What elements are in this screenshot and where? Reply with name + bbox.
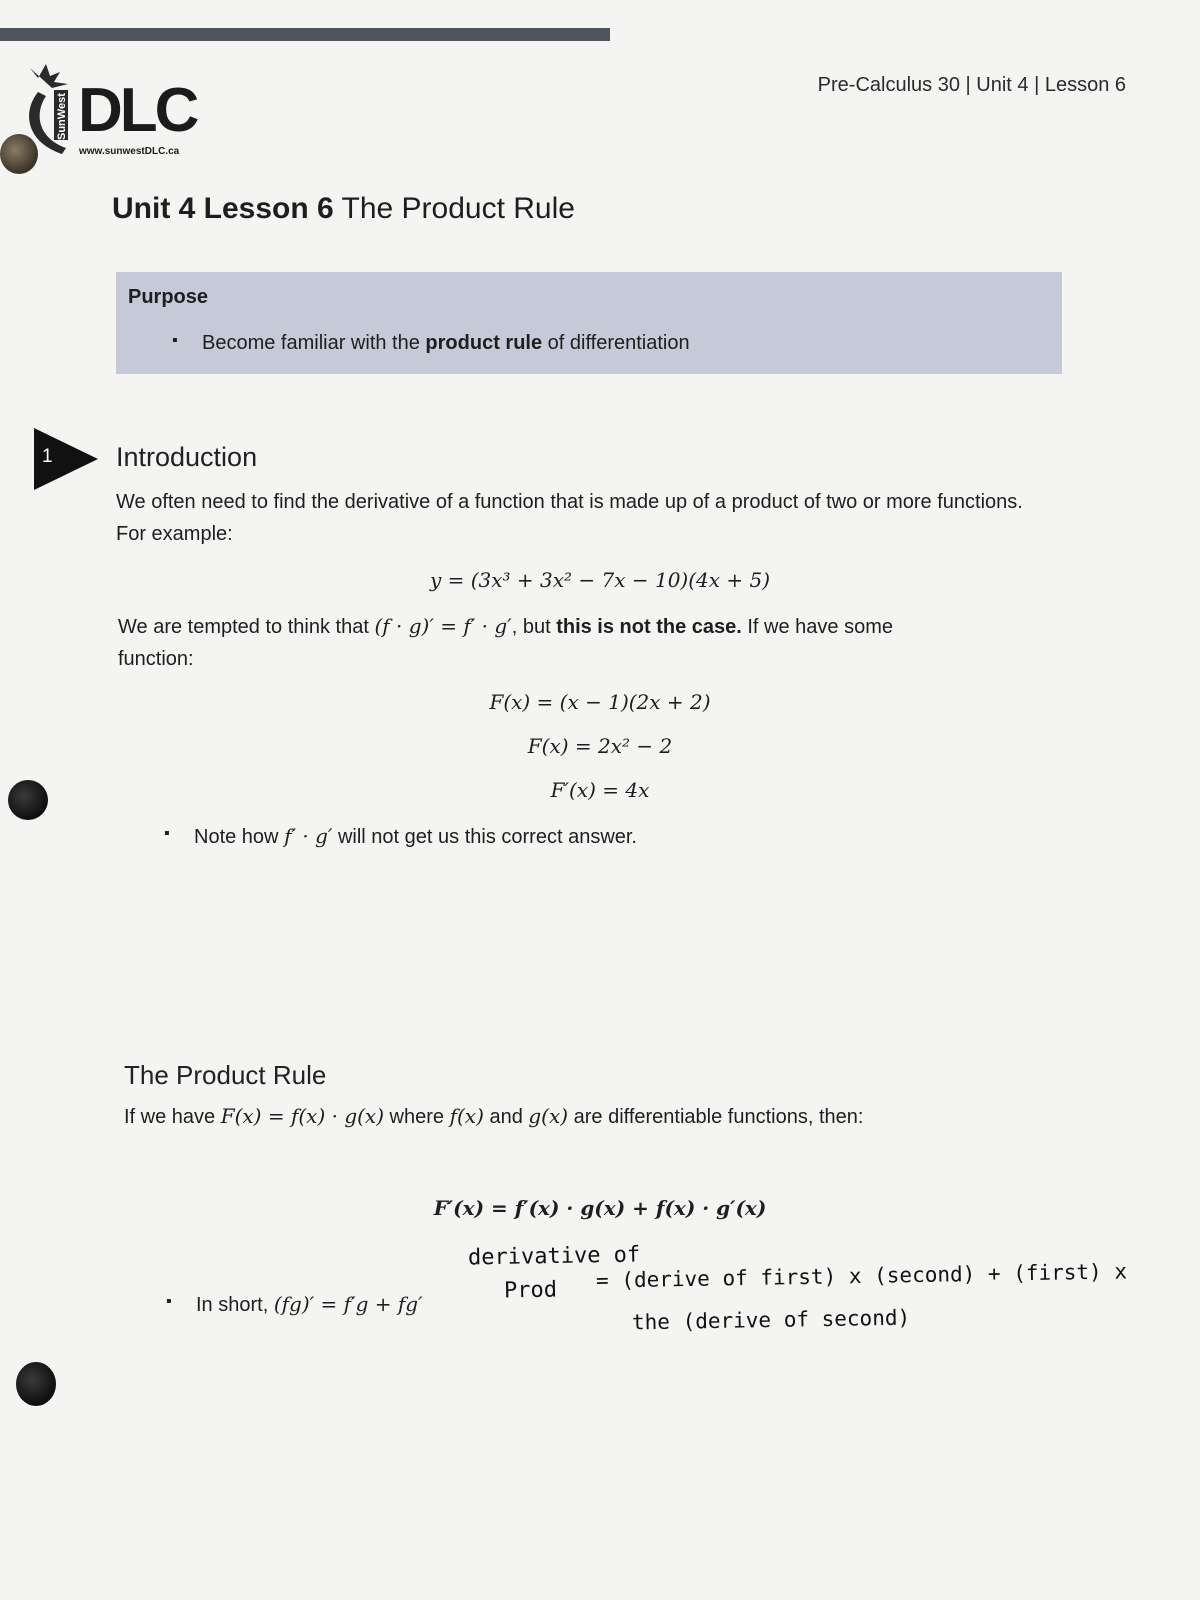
course-reference: Pre-Calculus 30 | Unit 4 | Lesson 6 <box>817 74 1126 96</box>
logo-dlc-text: DLC <box>78 76 197 145</box>
para2-math: (f · g)′ = f′ · g′ <box>374 614 512 638</box>
purpose-heading: Purpose <box>128 286 209 308</box>
page-title <box>112 192 575 226</box>
rule-para-c: and <box>483 1106 529 1128</box>
dlc-logo <box>16 62 196 162</box>
section-heading-product-rule: The Product Rule <box>124 1060 327 1090</box>
equation-row <box>0 690 1200 714</box>
product-rule-paragraph <box>124 1100 1084 1133</box>
note-math: f′ · g′ <box>284 824 333 848</box>
rule-para-math3: g(x) <box>528 1104 569 1128</box>
note-item <box>164 824 637 849</box>
para2-c: If we have some <box>741 616 893 638</box>
purpose-text-bold: product rule <box>425 332 543 354</box>
title-bold: Unit 4 Lesson 6 <box>112 192 334 225</box>
bullet-icon: ▪ <box>166 1293 172 1310</box>
handwritten-note-line2: Prod <box>503 1277 558 1304</box>
purpose-text-b: of differentiation <box>542 332 690 354</box>
handwritten-note-line1: derivative of <box>467 1242 641 1271</box>
example-equation <box>0 568 1200 592</box>
purpose-text-a: Become familiar with the <box>202 332 426 354</box>
para2-b: , but <box>511 616 557 638</box>
product-rule-formula <box>0 1196 1200 1220</box>
section-marker <box>34 428 98 490</box>
equation-1: y = (3x³ + 3x² − 7x − 10)(4x + 5) <box>429 568 771 592</box>
note-a: Note how <box>194 826 285 848</box>
equation-row <box>0 778 1200 802</box>
short-a: In short, <box>196 1294 274 1316</box>
para2-a: We are tempted to think that <box>118 616 375 638</box>
logo-url: www.sunwestDLC.ca <box>79 146 180 157</box>
handwritten-note-line3: = (derive of first) x (second) + (first) x <box>595 1259 1128 1293</box>
para2-bold: this is not the case. <box>556 616 742 638</box>
purpose-box <box>116 272 1062 374</box>
equation-row <box>0 734 1200 758</box>
intro-paragraph: We often need to find the derivative of a function that is made up of a product of two or more functions. For example: <box>116 491 1023 545</box>
note-b: will not get us this correct answer. <box>332 826 637 848</box>
tempted-paragraph <box>118 610 1078 675</box>
in-short-item <box>166 1292 423 1317</box>
rule-para-math2: f(x) <box>449 1104 484 1128</box>
handwritten-note-line4: the (derive of second) <box>631 1305 911 1335</box>
rule-para-b: where <box>384 1106 450 1128</box>
rule-para-d: are differentiable functions, then: <box>568 1106 864 1128</box>
product-rule-equation: F′(x) = f′(x) · g(x) + f(x) · g′(x) <box>433 1196 767 1220</box>
top-bar <box>0 28 610 41</box>
purpose-item <box>172 332 690 355</box>
bullet-icon: ▪ <box>172 332 178 349</box>
rule-para-a: If we have <box>124 1106 221 1128</box>
equation-4: F′(x) = 4x <box>550 778 650 802</box>
equation-2: F(x) = (x − 1)(2x + 2) <box>489 690 711 714</box>
section-number: 1 <box>42 446 53 467</box>
short-math: (fg)′ = f′g + fg′ <box>273 1292 423 1316</box>
binder-hole <box>0 134 38 174</box>
title-rest: The Product Rule <box>333 192 575 225</box>
bullet-icon: ▪ <box>164 825 170 842</box>
equation-3: F(x) = 2x² − 2 <box>527 734 673 758</box>
logo-sunwest-text: SunWest <box>56 93 68 140</box>
para2-d: function: <box>118 648 194 670</box>
binder-hole <box>16 1362 56 1406</box>
section-heading-introduction: Introduction <box>116 442 258 472</box>
rule-para-math1: F(x) = f(x) · g(x) <box>220 1104 384 1128</box>
